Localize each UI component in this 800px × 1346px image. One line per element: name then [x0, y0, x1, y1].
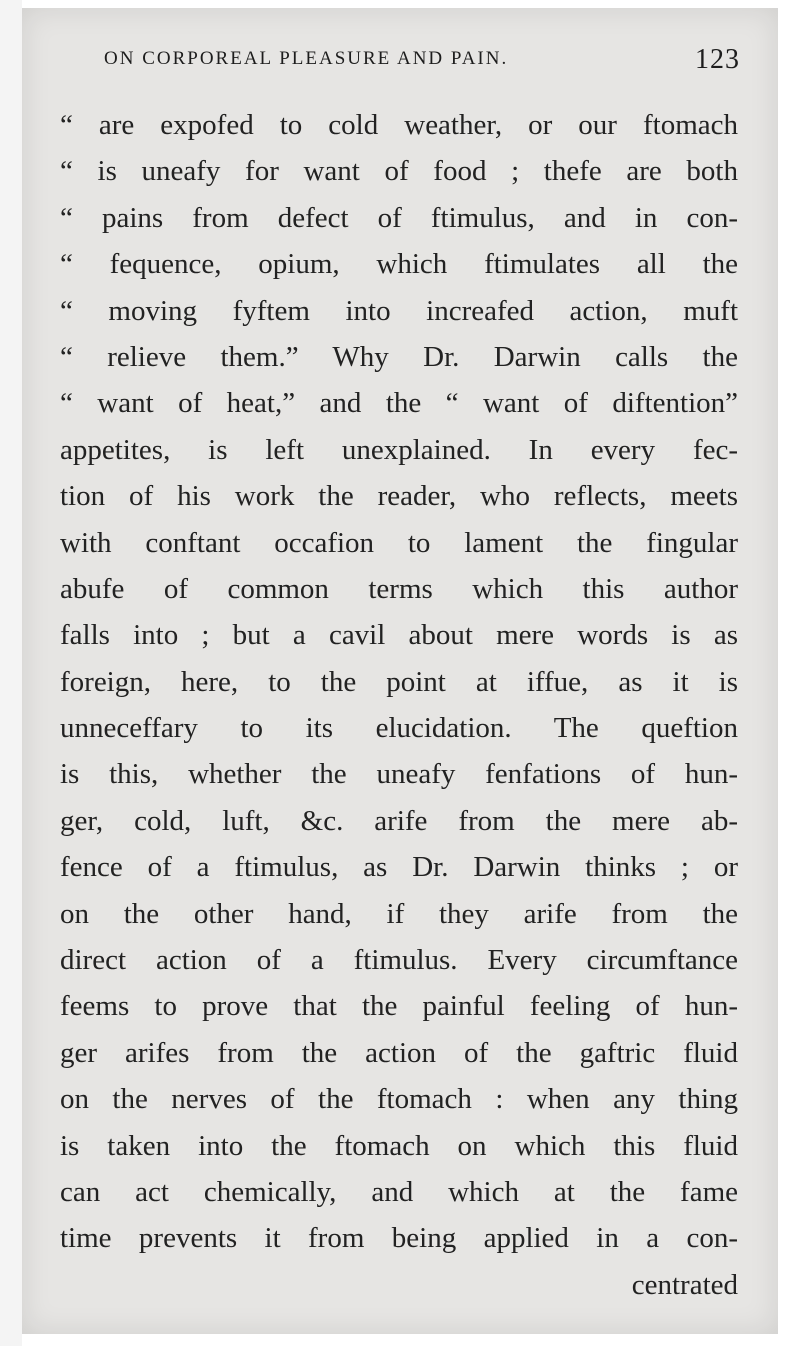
text-line: “ pains from defect of ftimulus, and in con-: [60, 201, 738, 234]
text-line: is this, whether the uneafy fenfations of hun-: [60, 758, 738, 791]
body-text: [60, 102, 738, 1308]
catchword: centrated: [631, 1268, 738, 1301]
text-line: time prevents it from being applied in a con-: [60, 1222, 738, 1255]
text-line: “ moving fyftem into increafed action, muft: [60, 294, 738, 327]
text-line: can act chemically, and which at the fame: [60, 1175, 738, 1208]
text-line: fence of a ftimulus, as Dr. Darwin thinks ; or: [60, 851, 738, 884]
text-line: foreign, here, to the point at iffue, as it is: [60, 665, 738, 698]
text-line: tion of his work the reader, who reflects, meets: [60, 480, 738, 513]
page-number: 123: [695, 44, 740, 75]
text-line: “ want of heat,” and the “ want of diftention”: [60, 387, 738, 420]
text-line: ger arifes from the action of the gaftric fluid: [60, 1036, 738, 1069]
text-line: “ is uneafy for want of food ; thefe are both: [60, 155, 738, 188]
text-line: on the other hand, if they arife from the: [60, 897, 738, 930]
text-line: “ are expofed to cold weather, or our ftomach: [60, 109, 738, 141]
text-line: direct action of a ftimulus. Every circumftance: [60, 944, 738, 977]
scan-margin: [0, 0, 22, 1346]
text-line: feems to prove that the painful feeling of hun-: [60, 990, 738, 1023]
text-line: appetites, is left unexplained. In every fec-: [60, 433, 738, 466]
text-line: with conftant occafion to lament the fingular: [60, 526, 738, 559]
text-line: falls into ; but a cavil about mere words is as: [60, 619, 738, 652]
text-line: abufe of common terms which this author: [60, 572, 738, 605]
page-header: [104, 44, 740, 84]
text-line: “ fequence, opium, which ftimulates all the: [60, 248, 738, 281]
text-line: is taken into the ftomach on which this fluid: [60, 1129, 738, 1162]
running-title: ON CORPOREAL PLEASURE AND PAIN.: [104, 48, 509, 69]
text-line: ger, cold, luft, &c. arife from the mere ab-: [60, 804, 738, 837]
text-line: “ relieve them.” Why Dr. Darwin calls the: [60, 340, 738, 373]
text-line: unneceffary to its elucidation. The queftion: [60, 712, 738, 745]
text-line: on the nerves of the ftomach : when any thing: [60, 1083, 738, 1116]
